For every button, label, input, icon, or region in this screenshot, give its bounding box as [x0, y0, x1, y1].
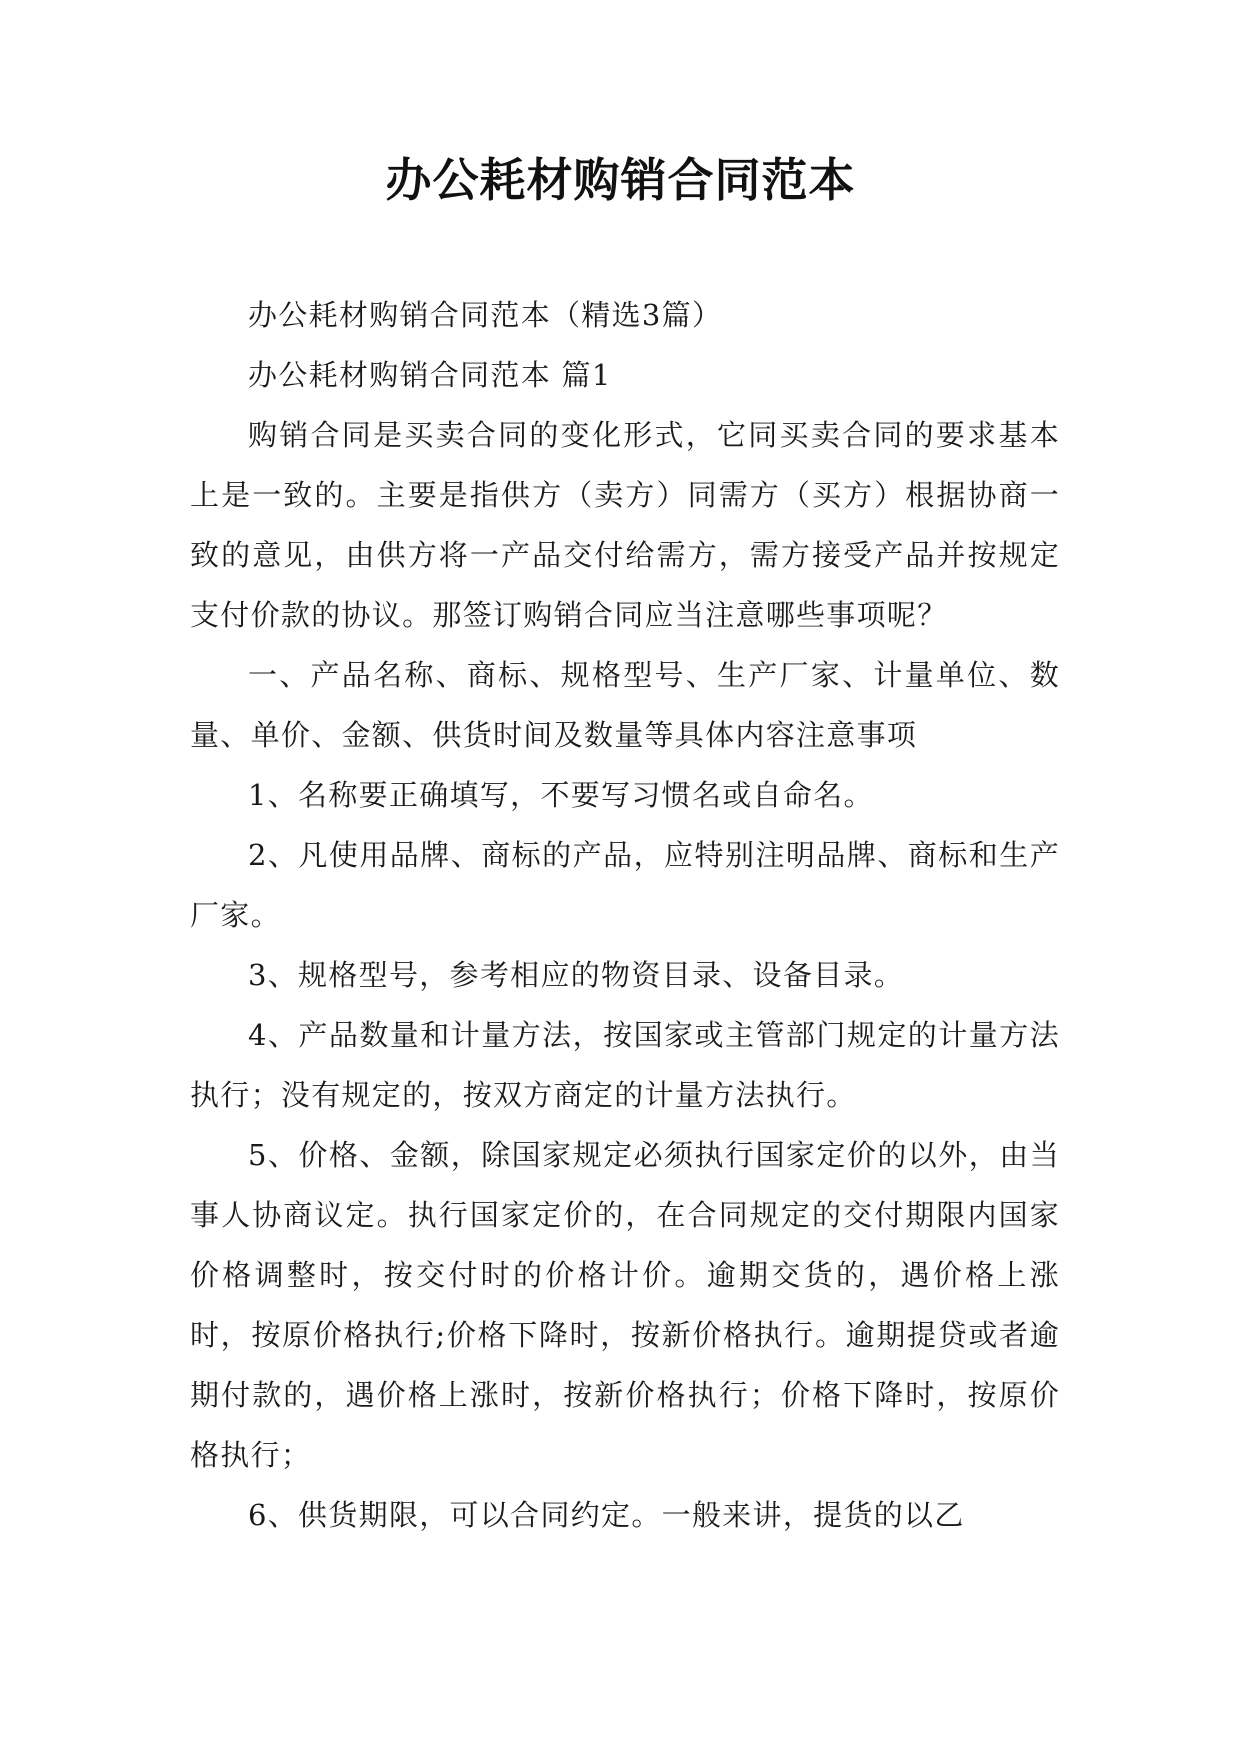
document-title: 办公耗材购销合同范本	[385, 153, 856, 207]
paragraph-section-heading: 办公耗材购销合同范本 篇1	[248, 358, 612, 392]
paragraph-intro: 购销合同是买卖合同的变化形式，它同买卖合同的要求基本上是一致的。主要是指供方（卖方）同需方（买方）根据协商一致的意见，由供方将一产品交付给需方，需方接受产品并按规定支付价款的协议。那签订购销合同应当注意哪些事项呢？	[190, 418, 1060, 632]
paragraph-item-heading: 一、产品名称、商标、规格型号、生产厂家、计量单位、数量、单价、金额、供货时间及数量等具体内容注意事项	[190, 658, 1060, 752]
paragraph-subtitle: 办公耗材购销合同范本（精选3篇）	[248, 298, 723, 332]
paragraph-item-4: 4、产品数量和计量方法，按国家或主管部门规定的计量方法执行；没有规定的，按双方商定的计量方法执行。	[190, 1018, 1060, 1112]
paragraph-item-3: 3、规格型号，参考相应的物资目录、设备目录。	[248, 958, 905, 992]
paragraph-item-6: 6、供货期限，可以合同约定。一般来讲，提货的以乙	[248, 1498, 965, 1532]
document-body	[190, 285, 1060, 1545]
paragraph-item-5: 5、价格、金额，除国家规定必须执行国家定价的以外，由当事人协商议定。执行国家定价的，在合同规定的交付期限内国家价格调整时，按交付时的价格计价。逾期交货的，遇价格上涨时，按原价格执行;价格下降时，按新价格执行。逾期提贷或者逾期付款的，遇价格上涨时，按新价格执行；价格下降时，按原价格执行；	[190, 1138, 1060, 1472]
paragraph-item-1: 1、名称要正确填写，不要写习惯名或自命名。	[248, 778, 874, 812]
paragraph-item-2: 2、凡使用品牌、商标的产品，应特别注明品牌、商标和生产厂家。	[190, 838, 1060, 932]
